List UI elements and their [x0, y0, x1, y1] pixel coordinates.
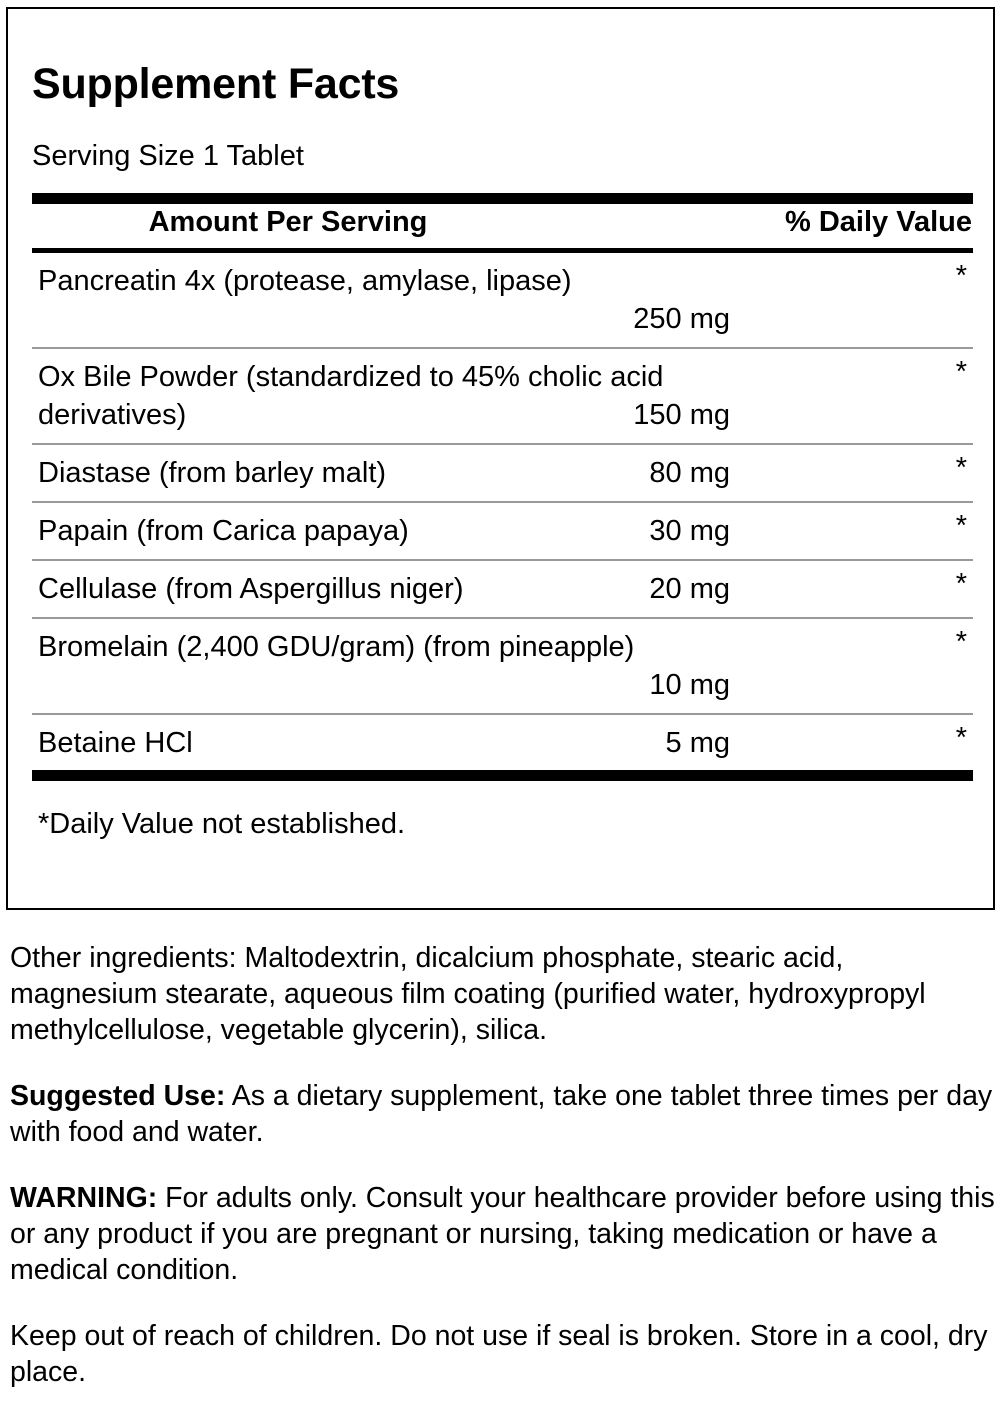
- ingredient-name: Cellulase (from Aspergillus niger): [38, 573, 464, 605]
- table-row: [32, 253, 973, 349]
- ingredient-row-line: [38, 454, 973, 492]
- ingredient-name-line2: derivatives): [38, 399, 187, 431]
- label-body-text: [10, 940, 995, 1390]
- table-row: [32, 561, 973, 619]
- serving-size-text: Serving Size 1 Tablet: [32, 140, 304, 172]
- ingredient-row-line: [38, 724, 973, 762]
- ingredient-row-line: [38, 570, 973, 608]
- ingredient-name: Papain (from Carica papaya): [38, 515, 409, 547]
- ingredient-amount: 150 mg: [633, 399, 730, 431]
- daily-value-asterisk: *: [955, 452, 967, 484]
- table-row: [32, 715, 973, 770]
- ingredient-name: Ox Bile Powder (standardized to 45% cholic acid: [38, 361, 664, 393]
- table-row: [32, 619, 973, 715]
- column-header-amount-per-serving: Amount Per Serving: [148, 206, 428, 238]
- ingredient-name: Bromelain (2,400 GDU/gram) (from pineapple): [38, 631, 635, 663]
- table-header-row: [32, 204, 973, 248]
- ingredient-amount: 20 mg: [649, 573, 730, 605]
- ingredient-name: Betaine HCl: [38, 727, 193, 759]
- header-top-rule: [32, 193, 973, 204]
- other-ingredients-label: Other ingredients:: [10, 942, 237, 974]
- daily-value-asterisk: *: [955, 510, 967, 542]
- ingredient-amount: 10 mg: [649, 669, 730, 701]
- table-row: [32, 445, 973, 503]
- daily-value-asterisk: *: [955, 260, 967, 292]
- table-row: [32, 349, 973, 445]
- ingredient-amount: 30 mg: [649, 515, 730, 547]
- ingredient-table: [32, 253, 973, 770]
- warning-text: For adults only. Consult your healthcare provider before using this or any product if you are pregnant or nursing, taking medication or have a medical condition.: [10, 1182, 995, 1286]
- table-bottom-rule: [32, 770, 973, 781]
- other-ingredients-text: Maltodextrin, dicalcium phosphate, stearic acid, magnesium stearate, aqueous film coating (purified water, hydroxypropyl methylcellulose, vegetable glycerin), silica.: [10, 942, 926, 1046]
- suggested-use-paragraph: [10, 1078, 995, 1150]
- ingredient-amount: 5 mg: [665, 727, 730, 759]
- page-title: Supplement Facts: [32, 60, 400, 108]
- daily-value-asterisk: *: [955, 626, 967, 658]
- ingredient-name-continued: [38, 396, 973, 434]
- ingredient-name: Pancreatin 4x (protease, amylase, lipase): [38, 265, 572, 297]
- table-row: [32, 503, 973, 561]
- column-header-daily-value: % Daily Value: [785, 206, 972, 238]
- storage-paragraph: Keep out of reach of children. Do not use if seal is broken. Store in a cool, dry place.: [10, 1320, 988, 1388]
- daily-value-footnote: *Daily Value not established.: [38, 808, 406, 840]
- supplement-facts-panel: [6, 7, 995, 910]
- warning-paragraph: [10, 1180, 995, 1288]
- ingredient-amount: 250 mg: [633, 303, 730, 335]
- daily-value-asterisk: *: [955, 722, 967, 754]
- suggested-use-text: As a dietary supplement, take one tablet three times per day with food and water.: [10, 1080, 993, 1148]
- daily-value-asterisk: *: [955, 356, 967, 388]
- suggested-use-label: Suggested Use:: [10, 1080, 226, 1112]
- daily-value-asterisk: *: [955, 568, 967, 600]
- ingredient-row-line: [38, 512, 973, 550]
- ingredient-amount: 80 mg: [649, 457, 730, 489]
- ingredient-name: Diastase (from barley malt): [38, 457, 387, 489]
- warning-label: WARNING:: [10, 1182, 158, 1214]
- other-ingredients-paragraph: [10, 940, 995, 1048]
